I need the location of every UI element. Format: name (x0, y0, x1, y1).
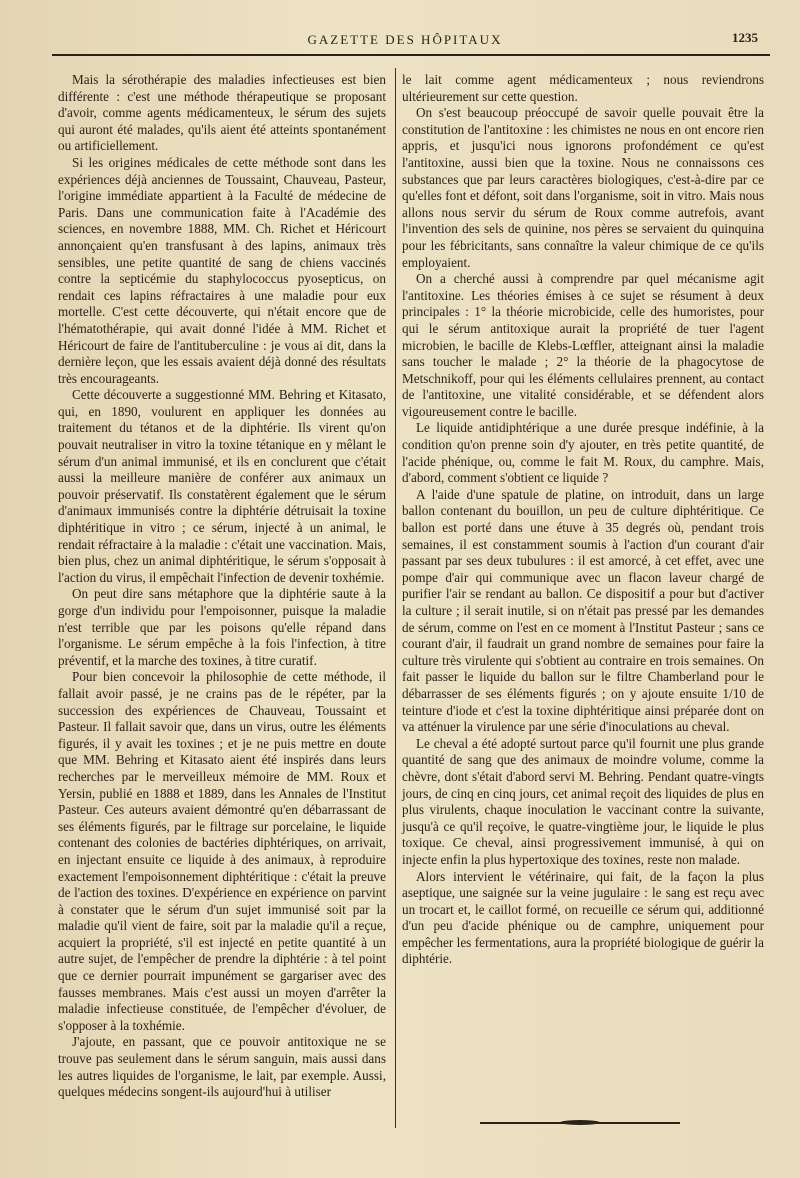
left-column (58, 72, 386, 1101)
page-header (52, 28, 758, 54)
journal-title: GAZETTE DES HÔPITAUX (307, 32, 503, 47)
column-divider (395, 68, 396, 1128)
right-column (402, 72, 764, 968)
paragraph: J'ajoute, en passant, que ce pouvoir antitoxique ne se trouve pas seulement dans le sérum sanguin, mais aussi dans les autres liquides de l'organisme, le lait, par exemple. Aussi, quelques médecins songent-ils aujourd'hui à utiliser (58, 1034, 386, 1100)
paragraph: A l'aide d'une spatule de platine, on introduit, dans un large ballon contenant du bouillon, un peu de culture diphtéritique. Ce ballon est porté dans une étuve à 35 degrés où, pendant trois semaines, il est constamment soumis à l'action d'un courant d'air passant par ses deux tubulures : il est amorcé, à cet effet, avec une pompe d'air qui communique avec un flacon laveur chargé de purifier l'air se rendant au ballon. Ce dispositif a pour but d'activer la culture ; il serait inutile, si on n'était pas pressé par les demandes de sérum, comme on l'est en ce moment à l'Institut Pasteur ; sans ce courant d'air, il faudrait un grand nombre de semaines pour faire la culture très virulente qui s'obtient au contraire en trois semaines. On fait passer le liquide du ballon sur le filtre Chamberland pour le débarrasser de ses éléments figurés ; on y ajoute ensuite 1/10 de teinture d'iode et c'est la toxine diphtéritique ainsi préparée dont on va atténuer la virulence par une série d'inoculations au cheval. (402, 486, 764, 735)
page-number: 1235 (732, 30, 758, 45)
paragraph: Le cheval a été adopté surtout parce qu'il fournit une plus grande quantité de sang que des animaux de moindre volume, comme la chèvre, dont s'était d'abord servi M. Behring. Pendant quatre-vingts jours, de cinq en cinq jours, cet animal reçoit des liquides de plus en plus virulents, chaque inoculation le vaccinant contre la suivante, jusqu'à ce qu'il reçoive, le quatre-vingtième jour, le liquide le plus toxique. Ce cheval, ainsi progressivement immunisé, à qui on injecte enfin la plus hypertoxique des toxines, reste non malade. (402, 735, 764, 867)
article-end-ornament (480, 1122, 680, 1124)
paragraph: le lait comme agent médicamenteux ; nous reviendrons ultérieurement sur cette question. (402, 72, 764, 104)
paragraph: Le liquide antidiphtérique a une durée presque indéfinie, à la condition qu'on prenne soin d'y ajouter, en très petite quantité, de l'acide phénique, ou, comme le fait M. Roux, du camphre. Mais, d'abord, comment s'obtient ce liquide ? (402, 420, 764, 486)
paragraph: Pour bien concevoir la philosophie de cette méthode, il fallait avoir passé, je ne crains pas de le répéter, par la succession des expériences de Chauveau, Toussaint et Pasteur. Il fallait savoir que, dans un virus, outre les éléments figurés, il y avait les toxines ; et je ne puis mettre en doute que MM. Behring et Kitasato aient été inspirés dans leurs recherches par le merveilleux mémoire de MM. Roux et Yersin, publié en 1888 et 1889, dans les Annales de l'Institut Pasteur. Ces auteurs avaient démontré qu'en débarrassant de ses éléments figurés, par le filtrage sur porcelaine, le liquide contenant des colonies de bactéries diphtériques, on arrivait, en injectant ensuite ce liquide à des animaux, à reproduire exactement l'empoisonnement diphtéritique : c'était la preuve de l'action des toxines. D'expérience en expérience on parvint à constater que le sérum d'un sujet immunisé soit par la maladie qu'il vient de faire, soit par la maladie qu'il a reçue, acquiert la propriété, s'il est injecté en petite quantité à un autre sujet, de l'empêcher de prendre la diphtérie : à tel point que ce dernier pourrait impunément se gargariser avec des fausses membranes. Mais c'est aussi un moyen d'arrêter la maladie infectieuse constituée, de l'empêcher d'évoluer, de s'opposer à la toxhémie. (58, 669, 386, 1033)
paragraph: On peut dire sans métaphore que la diphtérie saute à la gorge d'un individu pour l'empoisonner, puisque la maladie n'est terrible que par les poisons qu'elle répand dans l'organisme. Le sérum empêche à la fois l'infection, à titre préventif, et la marche des toxines, à titre curatif. (58, 586, 386, 668)
paragraph: Cette découverte a suggestionné MM. Behring et Kitasato, qui, en 1890, voulurent en appliquer les données au traitement du tétanos et de la diphtérie. Ils virent qu'on pouvait neutraliser in vitro la toxine tétanique en y mêlant le sérum d'un animal immunisé, et ils en conclurent que c'était aussi la meilleure manière de conférer aux animaux un pouvoir préservatif. Ils constatèrent également que le sérum d'animaux immunisés contre la diphtérie détruisait la toxine diphtéritique in vitro ; ce sérum, injecté à un animal, le rendait réfractaire à la maladie : c'était une vaccination. Mais, bien plus, chez un animal diphtéritique, le sérum s'opposait à l'action du virus, il empêchait l'infection de devenir toxhémie. (58, 387, 386, 585)
paragraph: Mais la sérothérapie des maladies infectieuses est bien différente : c'est une méthode thérapeutique se proposant d'avoir, comme agents médicamenteux, le sérum des sujets qui auront été malades, qu'ils aient été atteints spontanément ou artificiellement. (58, 72, 386, 154)
header-rule (52, 54, 770, 56)
paragraph: On s'est beaucoup préoccupé de savoir quelle pouvait être la constitution de l'antitoxine : les chimistes ne nous en ont encore rien appris, et jusqu'ici nous ignorons profondément ce qu'est l'antitoxine, aussi bien que la toxine. Nous ne connaissons ces substances que par leurs caractères biologiques, c'est-à-dire par ce qu'elles font et défont, soit dans l'organisme, soit in vitro. Mais nous allons nous servir du sérum de Roux comme autrefois, avant l'invention des sels de quinine, nos pères se servaient du quinquina pour les fébricitants, sans connaître la valeur chimique de ce qu'ils employaient. (402, 105, 764, 270)
paragraph: On a cherché aussi à comprendre par quel mécanisme agit l'antitoxine. Les théories émises à ce sujet se résument à deux principales : 1° la théorie microbicide, celle des humoristes, pour qui le sérum antitoxique aurait la propriété de tuer l'agent microbien, le bacille de Klebs-Lœffler, atteignant ainsi la maladie sans toucher le malade ; 2° la théorie de la phagocytose de Metschnikoff, pour qui les éléments cellulaires prennent, au contact de l'antitoxine, une vitalité considérable, et se défendent alors vigoureusement contre le bacille. (402, 271, 764, 419)
paragraph: Si les origines médicales de cette méthode sont dans les expériences déjà anciennes de Toussaint, Chauveau, Pasteur, l'origine immédiate appartient à la Faculté de médecine de Paris. Dans une communication faite à l'Académie des sciences, en novembre 1888, MM. Ch. Richet et Héricourt annonçaient qu'en transfusant à des lapins, animaux très sensibles, une petite quantité de sang de chiens vaccinés contre la septicémie du staphylococcus pyosepticus, on rendait ces lapins réfractaires à une maladie pour eux mortelle. C'est cette découverte, qui n'était encore que de l'hématothérapie, qui avait donné l'idée à MM. Richet et Héricourt de faire de l'antituberculine : je vous ai dit, dans la dernière leçon, que les essais avaient déjà donné des résultats très encourageants. (58, 154, 386, 386)
paragraph: Alors intervient le vétérinaire, qui fait, de la façon la plus aseptique, une saignée sur la veine jugulaire : le sang est reçu avec un trocart et, le caillot formé, on recueille ce sérum qui, additionné d'un peu d'acide phénique ou de camphre, uniquement pour empêcher les fermentations, aura la propriété biologique de guérir la diphtérie. (402, 868, 764, 967)
